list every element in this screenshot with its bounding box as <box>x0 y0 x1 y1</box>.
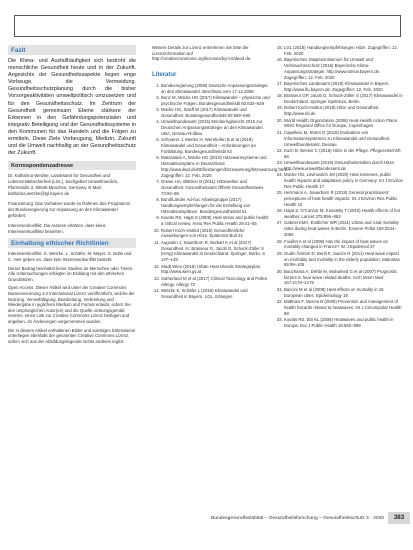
column-left <box>8 45 136 347</box>
reference-item: 1. Bundesregierung (2008) Deutsche Anpassungsstrategie an den Klimawandel. Beschluss vom 17.12.2008 <box>161 83 270 95</box>
reference-item: 3. Mücke HG, Straff W (2017) Klimawandel und Gesundheit. Bundesgesundheitsbl 60:589–590 <box>161 107 270 119</box>
reference-item: 33. Kovats RS, Ebi KL (2006) Heatwaves and public health in Europe. Eur J Public Health 16:592–599 <box>284 317 403 329</box>
reference-item: 25. Herrmann A, Sauerborn R (2018) General practitioners' perceptions of heat health impacts. Int J Environ Res Public Health 15 <box>284 190 403 208</box>
license-text: Weitere Details zur Lizenz entnehmen Sie bitte der Lizenzinformation auf http://creativecommons.org/licenses/by/4.0/deed.de. <box>152 45 252 62</box>
reference-item: 28. Fouillet A et al (2008) Has the impact of heat waves on mortality changed in France? Int J Epidemiol 37 <box>284 239 403 251</box>
reference-item: 6. Matzarakis A, Mücke HG (2019) Hitzewarnsysteme und Hitzeaktionspläne in Deutschland. http://www.dwd.de/DE/leistungen/hitzewarnung/hitzewarnung.html. Zugegriffen: 12. Feb. 2020 <box>161 155 270 178</box>
reference-item: 16. Bayerisches Staatsministerium für Umwelt und Verbraucherschutz (2016) Bayerische Klima-Anpassungsstrategie. http://www.stmuv.bayern.de. Zugegriffen: 12. Feb. 2020 <box>284 57 403 80</box>
fazit-heading: Fazit <box>11 47 26 54</box>
section-header-ethics <box>8 238 136 248</box>
reference-item: 14. Wetzke K, Schäfer L (2019) Klimawandel und Gesundheit in Bayern. LGL, Erlangen <box>161 288 270 300</box>
reference-item: 4. Umweltbundesamt (2015) Monitoringbericht 2015 zur Deutschen Anpassungsstrategie an den Klimawandel. UBA, Dessau-Roßlau <box>161 119 270 137</box>
section-header-correspondence <box>8 161 136 170</box>
reference-item: 18. Brasseur GP, Jacob D, Schuck-Zöller S (2017) Klimawandel in Deutschland. Springer Spektrum, Berlin <box>284 93 403 105</box>
funding-text: Finanzierung: Das Vorhaben wurde im Rahmen des Programms der Bundesregierung zur Anpassung an den Klimawandel gefördert. <box>8 200 131 218</box>
reference-item: 24. Mücke HG, Litvinovitch JM (2020) Heat extremes, public health impacts and adaptation policy in Germany. Int J Environ Res Public Health 17 <box>284 172 403 190</box>
page-number: 383 <box>388 512 410 524</box>
reference-item: 30. Bouchama A, Dehbi M, Mohamed G et al (2007) Prognostic factors in heat wave related deaths. Arch Intern Med 167:2170–2176 <box>284 269 403 287</box>
ethics-paragraph: Die in diesem Artikel enthaltenen Bilder und sonstiges Drittmaterial unterliegen ebenfalls der genannten Creative Commons Lizenz, sofern sich aus der Abbildungslegende nichts anderes ergibt. <box>8 327 135 344</box>
ethics-paragraph: Dieser Beitrag beinhaltet keine Studien an Menschen oder Tieren. Alle Untersuchungen erfolgten im Einklang mit den ethischen Grundsätzen. <box>8 265 134 282</box>
conflict-text: Interessenkonflikt: Die Autoren erklären, dass keine Interessenkonflikte bestehen. <box>8 222 106 234</box>
reference-item: 32. Matthies F, Menne B (2009) Prevention and management of health hazards related to heatwaves. Int J Circumpolar Health 68 <box>284 299 403 317</box>
reference-item: 7. Grewe HA, Blättner B (2011) Hitzewellen und Gesundheit. Gesundheitsamt Öffentl Gesundheitswes 73:92–96 <box>161 179 270 197</box>
reference-item: 13. Sutherland M et al (2017) Clinical Toxicology and Pollen Allergy. Allergy 72 <box>161 276 270 288</box>
reference-list-continued <box>275 45 403 329</box>
correspondence-heading: Korrespondenzadresse <box>11 163 74 170</box>
reference-item: 26. Hajat S, O'Connor M, Kosatsky T (2010) Health effects of hot weather. Lancet 375:856–863 <box>284 208 403 220</box>
reference-item: 22. Kuch B, Becker C (2016) Hitze in der Pflege. Pflegezeitschrift 69 <box>284 148 403 160</box>
reference-item: 2. Bunz M, Mücke HG (2017) Klimawandel – physische und psychische Folgen. Bundesgesundheitsbl 60:632–639 <box>161 95 270 107</box>
fazit-text: Die Klima- und Ausfallhäufigkeit sich bedroht die menschliche Gesundheit heute und in der Zukunft. Angesichts der Gesundheitsaspekte liegen enge Vorbeuge, die Vermeidung. Gesundheitsschutzplanung durch die bisher Vorsorgeaktivitäten umweltpolitisch umzusetzen und für den Gesundheitsschutz. Im Zentrum der Gesundheit gemeinsam Ebene stärkere der Erkennen in den Gefährdungspotenzialen und integrativ Beteiligung und der Gesundheitssysteme in den Kommunen für das Handeln und die Folgen zu ermitteln. Diese Ziele Vorbeugung, Medizin, Zukunft und die Umwelt nachhaltig an der Gesundheitsschutz der Zukunft. <box>8 58 136 157</box>
correspondence-text: Dr. Katharina Wetzke, Landesamt für Gesundheit und Lebensmittelsicherheit (LGL), Sachgebiet Umweltmedizin, Pfarrstraße 3, 80538 München, Germany. E-Mail: katharina.wetzke@lgl.bayern.de <box>8 173 119 197</box>
column-middle <box>152 45 288 300</box>
reference-item: 15. LGL (2018) Handlungsempfehlungen Hitze. Zugegriffen: 12. Feb. 2020 <box>284 45 403 57</box>
column-right <box>275 45 403 329</box>
reference-item: 12. Stadt Wien (2018) Urban Heat Islands Strategieplan. http://www.wien.gv.at <box>161 264 270 276</box>
reference-item: 31. Baccini M et al (2008) Heat effects on mortality in 15 European cities. Epidemiology 19 <box>284 287 403 299</box>
reference-item: 20. World Health Organization (2008) Heat-Health Action Plans. WHO Regional Office for Europe, Copenhagen <box>284 118 403 130</box>
reference-item: 27. Gabriel KMA, Endlicher WR (2011) Urban and rural mortality rates during heat waves in Berlin. Environ Pollut 159:2044–2050 <box>284 220 403 238</box>
reference-item: 10. Robert Koch-Institut (2019) Gesundheitliche Auswirkungen von Hitze. Epidemiol Bull 24 <box>161 228 270 240</box>
header-frame <box>14 15 401 37</box>
reference-item: 21. Capellaro M, Sturm D (2015) Evaluation von Informationssystemen zu Klimawandel und Gesundheit. Umweltbundesamt, Dessau <box>284 130 403 148</box>
ethics-paragraph: Interessenkonflikt. K. Wetzke, L. Schäfer, M. Mayer, G. Bolte und C. Herr geben an, dass kein Interessenkonflikt besteht. <box>8 251 132 263</box>
reference-item: 29. Oudin Åström D, Bertil F, Joacim R (2011) Heat wave impact on morbidity and mortality in the elderly population. Maturitas 69:99–105 <box>284 251 403 269</box>
reference-list <box>152 82 288 300</box>
reference-item: 23. Umweltbundesamt (2019) Gesundheitsrisiken durch Hitze. http://www.umweltbundesamt.de <box>284 160 403 172</box>
section-header-fazit <box>8 45 136 55</box>
reference-item: 9. Kovats RS, Hajat S (2008) Heat stress and public health: a critical review. Annu Rev Public Health 29:41–55 <box>161 215 270 227</box>
reference-item: 5. Schoierer J, Mertes H, Wershofen B et al (2019) Klimawandel und Gesundheit – Anforderungen an Fortbildung. Bundesgesundheitsbl 62 <box>161 137 270 155</box>
journal-footer: Bundesgesundheitsblatt – Gesundheitsforschung – Gesundheitsschutz 3 · 2020 <box>211 516 384 521</box>
literatur-heading: Literatur <box>152 71 177 78</box>
reference-item: 11. Augustin J, Sauerborn R, Burkart K et al (2017) Gesundheit. In: Brasseur G, Jacob D, Schuck-Zöller S (Hrsg) Klimawandel in Deutschland. Springer, Berlin, S 137–149 <box>161 240 270 263</box>
reference-item: 19. Robert Koch-Institut (2018) Hitze und Gesundheit. http://www.rki.de <box>284 105 403 117</box>
reference-item: 17. Bayerisches Landesamt (2019) Klimawandel in Bayern. http://www.lfu.bayern.de. Zugegriffen: 12. Feb. 2020 <box>284 81 403 93</box>
ethics-paragraph: Open Access. Dieser Artikel wird unter der Creative Commons Namensnennung 4.0 International Lizenz veröffentlicht, welche die Nutzung, Vervielfältigung, Bearbeitung, Verbreitung und Wiedergabe in jeglichem Medium und Format erlaubt, sofern Sie den ursprünglichen Autor(en) und die Quelle ordnungsgemäß nennen, einen Link zur Creative Commons Lizenz beifügen und angeben, ob Änderungen vorgenommen wurden. <box>8 285 135 324</box>
ethics-heading: Einhaltung ethischer Richtlinien <box>11 240 109 248</box>
reference-item: 8. Bund/Länder Ad-hoc Arbeitsgruppe (2017) Handlungsempfehlungen für die Erstellung von Hitzeaktionsplänen. Bundesgesundheitsbl 61 <box>161 197 270 215</box>
